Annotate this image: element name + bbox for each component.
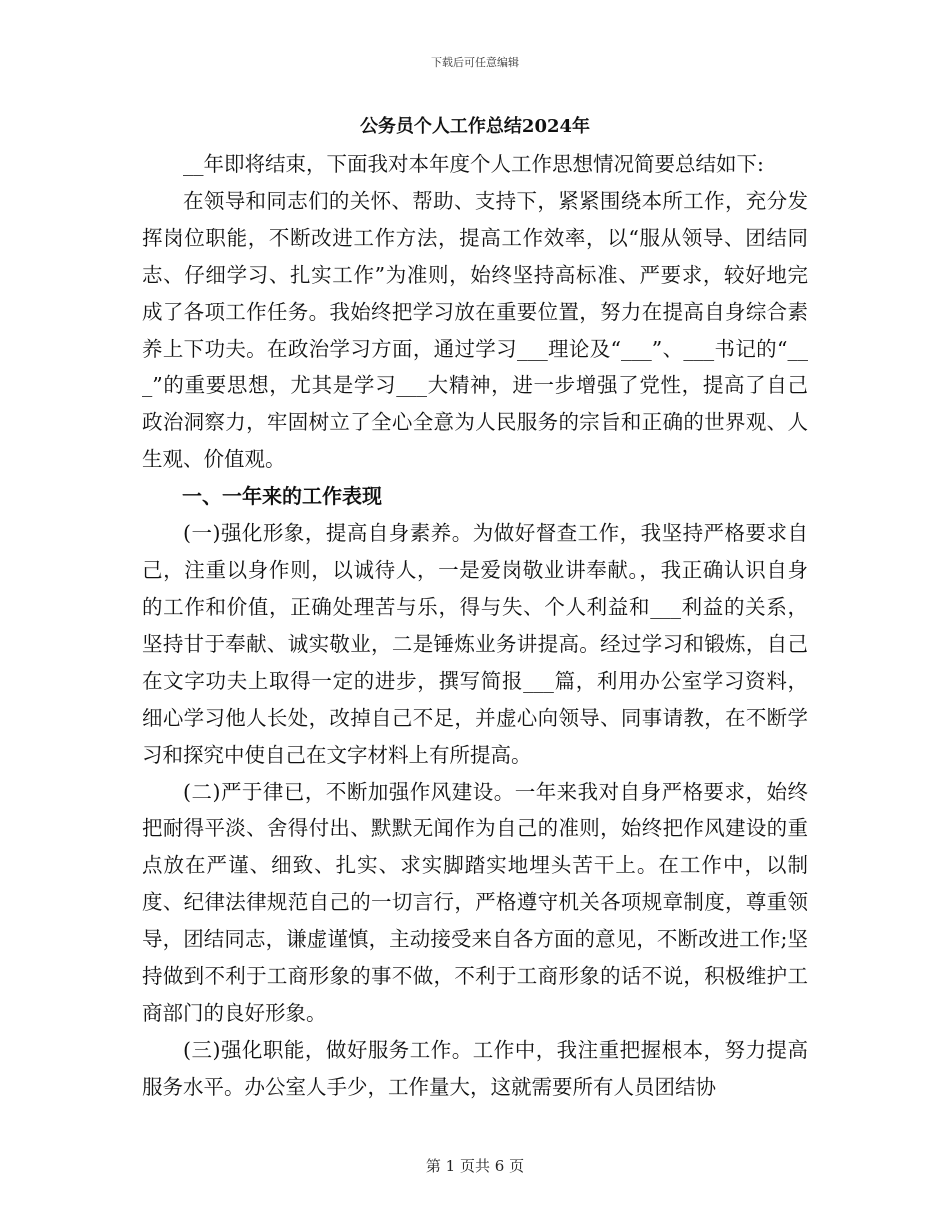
section-heading: 一、一年来的工作表现 <box>182 484 382 509</box>
body-paragraph: 在领导和同志们的关怀、帮助、支持下，紧紧围绕本所工作，充分发挥岗位职能，不断改进工作方法，提高工作效率，以“服从领导、团结同志、仔细学习、扎实工作”为准则，始终坚持高标准、严要求，较好地完成了各项工作任务。我始终把学习放在重要位置，努力在提高自身综合素养上下功夫。在政治学习方面，通过学习___理论及“___”、___书记的“___”的重要思想，尤其是学习___大精神，进一步增强了党性，提高了自己政治洞察力，牢固树立了全心全意为人民服务的宗旨和正确的世界观、人生观、价值观。 <box>142 188 808 472</box>
section-paragraph-3: (三)强化职能，做好服务工作。工作中，我注重把握根本，努力提高服务水平。办公室人手少，工作量大，这就需要所有人员团结协 <box>142 1037 808 1099</box>
intro-paragraph: __年即将结束，下面我对本年度个人工作思想情况简要总结如下: <box>183 152 764 176</box>
section-paragraph-1: (一)强化形象，提高自身素养。为做好督查工作，我坚持严格要求自己，注重以身作则，以诚待人，一是爱岗敬业讲奉献。，我正确认识自身的工作和价值，正确处理苦与乐，得与失、个人利益和___利益的关系，坚持甘于奉献、诚实敬业，二是锤炼业务讲提高。经过学习和锻炼，自己在文字功夫上取得一定的进步，撰写简报___篇，利用办公室学习资料，细心学习他人长处，改掉自己不足，并虚心向领导、同事请教，在不断学习和探究中使自己在文字材料上有所提高。 <box>142 521 808 767</box>
header-note: 下载后可任意编辑 <box>431 56 519 69</box>
page-footer: 第 1 页共 6 页 <box>425 1157 525 1175</box>
section-paragraph-2: (二)严于律已，不断加强作风建设。一年来我对自身严格要求，始终把耐得平淡、舍得付出、默默无闻作为自己的准则，始终把作风建设的重点放在严谨、细致、扎实、求实脚踏实地埋头苦干上。在工作中，以制度、纪律法律规范自己的一切言行，严格遵守机关各项规章制度，尊重领导，团结同志，谦虚谨慎，主动接受来自各方面的意见，不断改进工作;坚持做到不利于工商形象的事不做，不利于工商形象的话不说，积极维护工商部门的良好形象。 <box>142 779 808 1025</box>
document-title: 公务员个人工作总结2024年 <box>359 116 591 137</box>
document-body <box>142 108 808 1106</box>
